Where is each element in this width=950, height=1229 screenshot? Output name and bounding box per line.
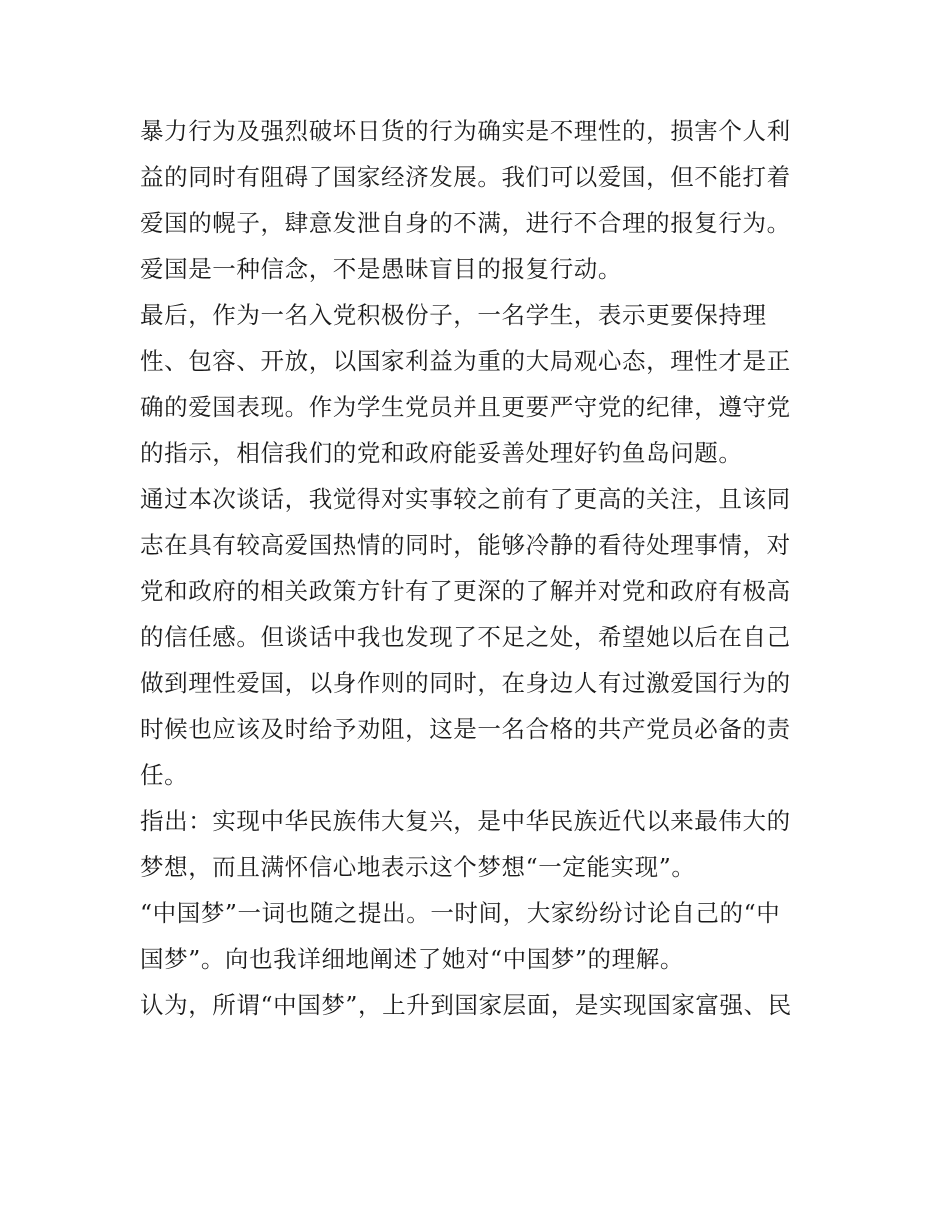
text-line: 确的爱国表现。作为学生党员并且更要严守党的纪律，遵守党 — [140, 393, 791, 421]
text-line: 党和政府的相关政策方针有了更深的了解并对党和政府有极高 — [140, 577, 791, 605]
text-line: 性、包容、开放，以国家利益为重的大局观心态，理性才是正 — [140, 347, 791, 375]
text-line: 任。 — [140, 761, 189, 789]
text-line: 指出：实现中华民族伟大复兴，是中华民族近代以来最伟大的 — [140, 807, 791, 835]
text-line: 最后，作为一名入党积极份子，一名学生，表示更要保持理 — [140, 301, 767, 329]
text-line: 时候也应该及时给予劝阻，这是一名合格的共产党员必备的责 — [140, 715, 791, 743]
text-line: “中国梦”一词也随之提出。一时间，大家纷纷讨论自己的“中 — [140, 899, 781, 927]
text-line: 爱国是一种信念，不是愚昧盲目的报复行动。 — [140, 255, 622, 283]
text-line: 的指示，相信我们的党和政府能妥善处理好钓鱼岛问题。 — [140, 439, 743, 467]
text-line: 国梦”。向也我详细地阐述了她对“中国梦”的理解。 — [140, 945, 684, 973]
text-line: 爱国的幌子，肆意发泄自身的不满，进行不合理的报复行为。 — [140, 209, 791, 237]
text-line: 认为，所谓“中国梦”，上升到国家层面，是实现国家富强、民 — [140, 991, 792, 1019]
text-line: 益的同时有阻碍了国家经济发展。我们可以爱国，但不能打着 — [140, 163, 791, 191]
text-line: 志在具有较高爱国热情的同时，能够冷静的看待处理事情，对 — [140, 531, 791, 559]
text-line: 暴力行为及强烈破坏日货的行为确实是不理性的，损害个人利 — [140, 117, 791, 145]
text-line: 通过本次谈话，我觉得对实事较之前有了更高的关注，且该同 — [140, 485, 791, 513]
document-body — [140, 108, 820, 1028]
text-line: 梦想，而且满怀信心地表示这个梦想“一定能实现”。 — [140, 853, 696, 881]
text-line: 的信任感。但谈话中我也发现了不足之处，希望她以后在自己 — [140, 623, 791, 651]
text-line: 做到理性爱国，以身作则的同时，在身边人有过激爱国行为的 — [140, 669, 791, 697]
